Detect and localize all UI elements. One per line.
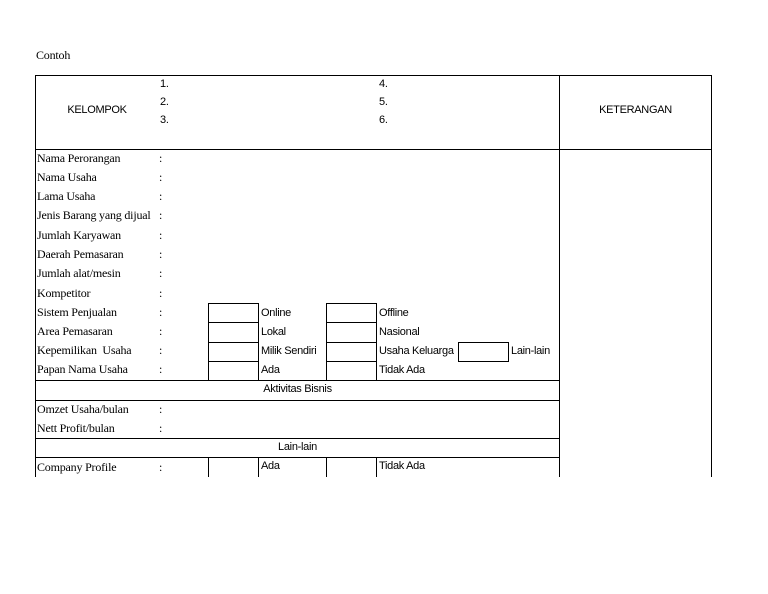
checkbox-milik-sendiri[interactable]	[208, 342, 259, 362]
table-left-border	[35, 149, 36, 477]
member-5[interactable]: 5.	[379, 96, 388, 108]
option-nasional: Nasional	[379, 326, 420, 338]
member-2[interactable]: 2.	[160, 96, 169, 108]
colon: :	[159, 362, 163, 376]
field-nama-perorangan: Nama Perorangan	[37, 151, 121, 165]
field-nama-usaha: Nama Usaha	[37, 170, 97, 184]
company-profile-box2-right[interactable]	[376, 457, 377, 477]
option-company-ada: Ada	[261, 460, 280, 472]
field-kompetitor: Kompetitor	[37, 286, 91, 300]
checkbox-ada[interactable]	[208, 361, 259, 381]
checkbox-nasional[interactable]	[326, 322, 377, 343]
colon: :	[159, 170, 163, 184]
checkbox-lain-lain[interactable]	[458, 342, 509, 362]
company-profile-box-left	[208, 457, 209, 477]
member-6[interactable]: 6.	[379, 114, 388, 126]
colon: :	[159, 266, 163, 280]
checkbox-online[interactable]	[208, 303, 259, 323]
field-kepemilikan-usaha: Kepemilikan Usaha	[37, 343, 132, 357]
checkbox-offline[interactable]	[326, 303, 377, 323]
colon: :	[159, 402, 163, 416]
field-daerah-pemasaran: Daerah Pemasaran	[37, 247, 124, 261]
colon: :	[159, 460, 163, 474]
colon: :	[159, 228, 163, 242]
member-3[interactable]: 3.	[160, 114, 169, 126]
section-aktivitas-bisnis: Aktivitas Bisnis	[263, 383, 332, 395]
colon: :	[159, 208, 163, 222]
field-lama-usaha: Lama Usaha	[37, 189, 96, 203]
colon: :	[159, 286, 163, 300]
field-sistem-penjualan: Sistem Penjualan	[37, 305, 117, 319]
field-company-profile: Company Profile	[37, 460, 117, 474]
option-ada: Ada	[261, 364, 280, 376]
colon: :	[159, 324, 163, 338]
field-nett-profit: Nett Profit/bulan	[37, 421, 115, 435]
checkbox-lokal[interactable]	[208, 322, 259, 343]
option-lokal: Lokal	[261, 326, 286, 338]
colon: :	[159, 151, 163, 165]
member-1[interactable]: 1.	[160, 78, 169, 90]
option-lain-lain: Lain-lain	[511, 345, 550, 357]
section-lain-lain: Lain-lain	[278, 441, 317, 453]
table-right-border	[711, 75, 712, 477]
colon: :	[159, 305, 163, 319]
doc-title: Contoh	[36, 48, 71, 62]
field-omzet-usaha: Omzet Usaha/bulan	[37, 402, 129, 416]
company-profile-box-right[interactable]	[258, 457, 259, 477]
option-offline: Offline	[379, 307, 409, 319]
checkbox-usaha-keluarga[interactable]	[326, 342, 377, 362]
option-online: Online	[261, 307, 291, 319]
option-company-tidak-ada: Tidak Ada	[379, 460, 425, 472]
colon: :	[159, 189, 163, 203]
option-usaha-keluarga: Usaha Keluarga	[379, 345, 454, 357]
keterangan-header: KETERANGAN	[599, 104, 672, 116]
kelompok-header: KELOMPOK	[67, 104, 127, 116]
field-papan-nama: Papan Nama Usaha	[37, 362, 128, 376]
member-4[interactable]: 4.	[379, 78, 388, 90]
field-jenis-barang: Jenis Barang yang dijual	[37, 208, 151, 222]
section-lain-top	[35, 438, 559, 439]
field-jumlah-alat: Jumlah alat/mesin	[37, 266, 121, 280]
section-aktivitas-top	[35, 380, 559, 381]
field-jumlah-karyawan: Jumlah Karyawan	[37, 228, 121, 242]
keterangan-divider	[559, 75, 560, 477]
section-aktivitas-bottom	[35, 400, 559, 401]
colon: :	[159, 247, 163, 261]
colon: :	[159, 343, 163, 357]
company-profile-box2-left	[326, 457, 327, 477]
colon: :	[159, 421, 163, 435]
field-area-pemasaran: Area Pemasaran	[37, 324, 113, 338]
header-bottom-border	[35, 149, 712, 150]
section-lain-bottom	[35, 457, 559, 458]
option-tidak-ada: Tidak Ada	[379, 364, 425, 376]
table-top-border	[35, 75, 712, 76]
checkbox-tidak-ada[interactable]	[326, 361, 377, 381]
option-milik-sendiri: Milik Sendiri	[261, 345, 317, 357]
